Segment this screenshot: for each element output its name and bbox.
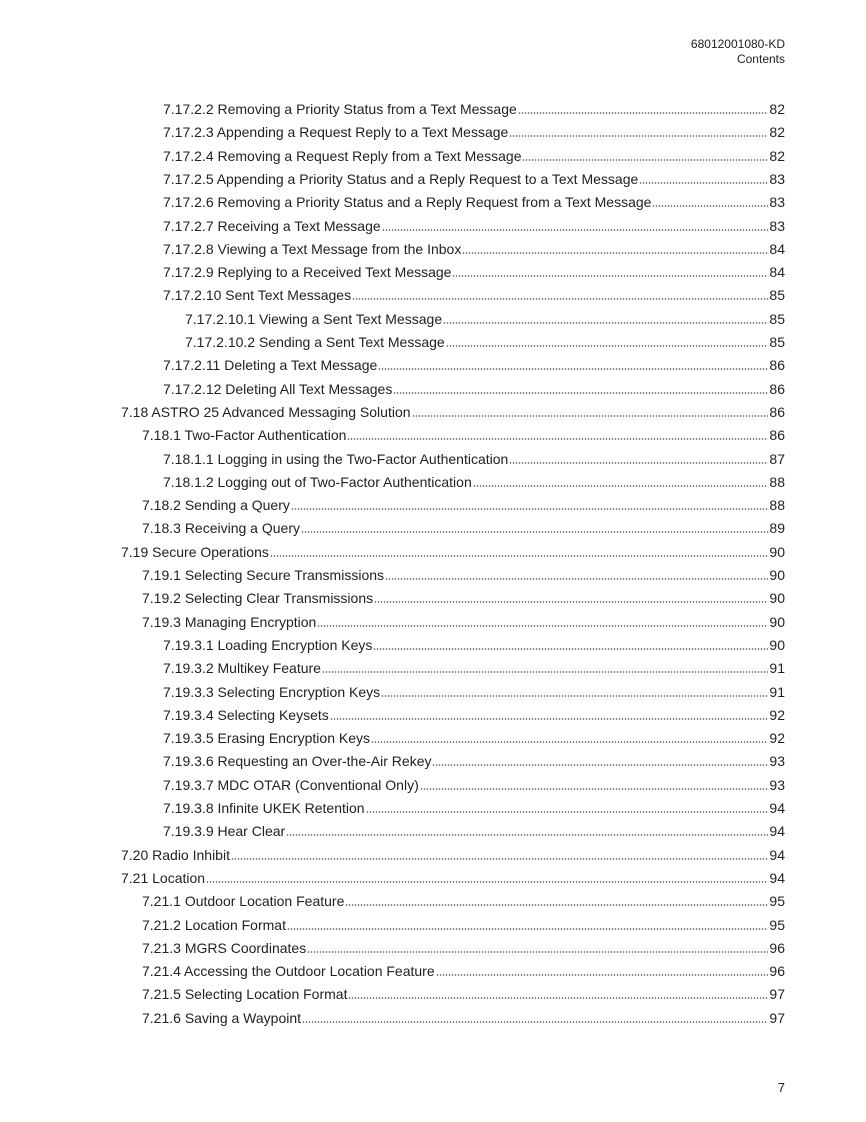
toc-entry-page: 93 — [769, 753, 785, 770]
toc-entry-label: 7.19.2 Selecting Clear Transmissions — [142, 590, 374, 607]
dot-leader — [347, 438, 768, 440]
toc-entry-label: 7.20 Radio Inhibit — [121, 846, 230, 863]
dot-leader — [373, 648, 768, 650]
toc-entry[interactable] — [163, 678, 785, 701]
toc-entry-page: 89 — [769, 520, 785, 537]
toc-entry[interactable] — [142, 957, 785, 980]
page-header — [691, 37, 785, 67]
toc-entry[interactable] — [163, 258, 785, 281]
toc-entry-page: 84 — [769, 264, 785, 281]
toc-entry-label: 7.19.3.7 MDC OTAR (Conventional Only) — [163, 776, 419, 793]
toc-entry-page: 82 — [769, 147, 785, 164]
toc-entry[interactable] — [163, 235, 785, 258]
toc-entry-label: 7.21.6 Saving a Waypoint — [142, 1009, 302, 1026]
dot-leader — [522, 159, 768, 161]
toc-entry-label: 7.17.2.4 Removing a Request Reply from a Text Message — [163, 147, 522, 164]
toc-entry[interactable] — [142, 887, 785, 910]
toc-entry-label: 7.19.3 Managing Encryption — [142, 613, 317, 630]
dot-leader — [518, 112, 769, 114]
toc-entry-page: 91 — [769, 683, 785, 700]
toc-entry-label: 7.21.4 Accessing the Outdoor Location Feature — [142, 963, 435, 980]
toc-entry[interactable] — [163, 118, 785, 141]
dot-leader — [317, 625, 768, 627]
toc-entry[interactable] — [163, 468, 785, 491]
dot-leader — [301, 531, 768, 533]
dot-leader — [432, 764, 768, 766]
toc-entry[interactable] — [163, 375, 785, 398]
toc-entry-label: 7.17.2.10.1 Viewing a Sent Text Message — [185, 310, 443, 327]
toc-entry-label: 7.18 ASTRO 25 Advanced Messaging Solution — [121, 403, 411, 420]
toc-entry-label: 7.17.2.9 Replying to a Received Text Message — [163, 264, 452, 281]
toc-entry-label: 7.19.3.9 Hear Clear — [163, 823, 286, 840]
toc-entry[interactable] — [163, 701, 785, 724]
toc-entry[interactable] — [163, 631, 785, 654]
toc-entry[interactable] — [163, 212, 785, 235]
toc-entry-label: 7.19.3.1 Loading Encryption Keys — [163, 636, 373, 653]
toc-entry-page: 90 — [769, 567, 785, 583]
dot-leader — [436, 974, 769, 976]
toc-entry-label: 7.17.2.3 Appending a Request Reply to a Text Message — [163, 124, 509, 141]
dot-leader — [378, 368, 768, 370]
dot-leader — [206, 881, 768, 883]
toc-entry-page: 86 — [769, 357, 785, 374]
toc-entry[interactable] — [142, 934, 785, 957]
dot-leader — [270, 555, 769, 557]
toc-entry-page: 92 — [769, 706, 785, 723]
toc-entry-page: 90 — [769, 590, 785, 607]
dot-leader — [352, 298, 768, 300]
toc-entry-page: 83 — [769, 170, 785, 187]
toc-entry[interactable] — [163, 654, 785, 677]
toc-entry[interactable] — [142, 584, 785, 607]
dot-leader — [473, 485, 769, 487]
toc-entry-label: 7.17.2.12 Deleting All Text Messages — [163, 380, 393, 397]
dot-leader — [393, 392, 768, 394]
toc-entry[interactable] — [163, 724, 785, 747]
toc-entry-label: 7.18.1.1 Logging in using the Two-Factor Authentication — [163, 450, 509, 467]
toc-entry-label: 7.19.3.3 Selecting Encryption Keys — [163, 683, 381, 700]
toc-entry[interactable] — [163, 747, 785, 770]
dot-leader — [639, 182, 768, 184]
toc-entry-page: 94 — [769, 823, 785, 840]
toc-entry-label: 7.21.5 Selecting Location Format — [142, 986, 348, 1003]
dot-leader — [302, 1021, 768, 1023]
toc-entry-page: 97 — [769, 1009, 785, 1026]
toc-entry-label: 7.19.1 Selecting Secure Transmissions — [142, 567, 385, 583]
toc-entry-label: 7.19.3.6 Requesting an Over-the-Air Rekey — [163, 753, 432, 770]
toc-entry-label: 7.18.2 Sending a Query — [142, 497, 290, 514]
dot-leader — [385, 578, 768, 580]
toc-entry-page: 85 — [769, 287, 785, 304]
toc-entry[interactable] — [163, 142, 785, 165]
toc-entry-page: 88 — [769, 497, 785, 514]
toc-entry-label: 7.17.2.7 Receiving a Text Message — [163, 217, 381, 234]
toc-entry-page: 95 — [769, 893, 785, 910]
toc-entry-label: 7.18.3 Receiving a Query — [142, 520, 300, 537]
toc-entry-label: 7.21 Location — [121, 869, 206, 886]
toc-entry-page: 84 — [769, 240, 785, 257]
toc-entry-page: 92 — [769, 730, 785, 747]
dot-leader — [231, 858, 768, 860]
dot-leader — [322, 671, 768, 673]
toc-entry[interactable] — [163, 771, 785, 794]
toc-entry[interactable] — [142, 561, 785, 584]
dot-leader — [291, 508, 769, 510]
toc-entry[interactable] — [142, 980, 785, 1003]
dot-leader — [462, 252, 768, 254]
dot-leader — [307, 951, 768, 953]
dot-leader — [374, 601, 768, 603]
toc-entry[interactable] — [142, 491, 785, 514]
toc-entry-page: 90 — [769, 543, 785, 560]
toc-entry-label: 7.19.3.2 Multikey Feature — [163, 660, 321, 677]
toc-entry-label: 7.17.2.8 Viewing a Text Message from the Inbox — [163, 240, 462, 257]
toc-entry[interactable] — [163, 281, 785, 304]
toc-entry[interactable] — [142, 608, 785, 631]
toc-entry[interactable] — [121, 864, 785, 887]
dot-leader — [371, 741, 768, 743]
toc-entry-page: 85 — [769, 334, 785, 350]
toc-entry-page: 86 — [769, 380, 785, 397]
toc-entry[interactable] — [142, 421, 785, 444]
toc-entry-page: 87 — [769, 450, 785, 467]
toc-entry[interactable] — [163, 165, 785, 188]
dot-leader — [509, 135, 768, 137]
toc-entry-label: 7.21.1 Outdoor Location Feature — [142, 893, 345, 910]
toc-entry[interactable] — [163, 188, 785, 211]
toc-entry[interactable] — [121, 538, 785, 561]
toc-entry-page: 85 — [769, 310, 785, 327]
toc-entry[interactable] — [163, 794, 785, 817]
dot-leader — [652, 205, 768, 207]
toc-entry-label: 7.18.1.2 Logging out of Two-Factor Authentication — [163, 473, 472, 490]
toc-entry-page: 90 — [769, 613, 785, 630]
toc-entry[interactable] — [142, 514, 785, 537]
toc-entry-page: 96 — [769, 939, 785, 956]
toc-entry-page: 91 — [769, 660, 785, 677]
toc-entry-page: 88 — [769, 473, 785, 490]
dot-leader — [366, 811, 769, 813]
toc-entry[interactable] — [163, 95, 785, 118]
toc-entry-page: 83 — [769, 217, 785, 234]
toc-entry-page: 83 — [769, 194, 785, 211]
toc-entry-page: 86 — [769, 403, 785, 420]
toc-entry[interactable] — [163, 445, 785, 468]
toc-entry-label: 7.18.1 Two-Factor Authentication — [142, 427, 347, 444]
dot-leader — [446, 345, 769, 347]
dot-leader — [443, 322, 768, 324]
toc-entry-page: 90 — [769, 636, 785, 653]
toc-entry-label: 7.17.2.10 Sent Text Messages — [163, 287, 352, 304]
dot-leader — [420, 788, 769, 790]
toc-entry-page: 94 — [769, 800, 785, 816]
dot-leader — [286, 834, 768, 836]
toc-entry-page: 93 — [769, 776, 785, 793]
document-number: 68012001080-KD — [690, 37, 785, 51]
toc-entry-label: 7.17.2.10.2 Sending a Sent Text Message — [185, 334, 445, 350]
toc-entry-page: 86 — [769, 427, 785, 444]
toc-entry-page: 94 — [769, 846, 785, 863]
toc-entry-label: 7.19.3.4 Selecting Keysets — [163, 706, 329, 723]
toc-entry-label: 7.19.3.8 Infinite UKEK Retention — [163, 800, 365, 816]
toc-entry[interactable] — [185, 328, 785, 351]
toc-entry-page: 96 — [769, 963, 785, 980]
toc-entry-page: 95 — [769, 916, 785, 933]
toc-entry[interactable] — [121, 841, 785, 864]
toc-entry[interactable] — [185, 305, 785, 328]
toc-entry-label: 7.19 Secure Operations — [121, 543, 269, 560]
toc-entry-page: 82 — [769, 124, 785, 141]
toc-entry-label: 7.21.2 Location Format — [142, 916, 286, 933]
dot-leader — [412, 415, 769, 417]
toc-entry[interactable] — [142, 911, 785, 934]
toc-entry[interactable] — [163, 351, 785, 374]
toc-entry-label: 7.17.2.11 Deleting a Text Message — [163, 357, 378, 374]
dot-leader — [287, 928, 768, 930]
toc-entry-page: 97 — [769, 986, 785, 1003]
toc-entry-page: 94 — [769, 869, 785, 886]
toc-entry-label: 7.17.2.2 Removing a Priority Status from a Text Message — [163, 101, 517, 117]
toc-entry-label: 7.17.2.5 Appending a Priority Status and a Reply Request to a Text Message — [163, 170, 639, 187]
toc-entry-page: 82 — [769, 101, 785, 117]
dot-leader — [345, 904, 768, 906]
dot-leader — [330, 718, 769, 720]
page-number: 7 — [777, 1080, 785, 1095]
toc-entry[interactable] — [121, 398, 785, 421]
toc-entry[interactable] — [163, 817, 785, 840]
dot-leader — [381, 695, 768, 697]
dot-leader — [452, 275, 768, 277]
section-title: Contents — [736, 52, 785, 66]
dot-leader — [382, 229, 769, 231]
dot-leader — [509, 462, 768, 464]
toc-entry-label: 7.19.3.5 Erasing Encryption Keys — [163, 730, 371, 747]
toc-entry-label: 7.17.2.6 Removing a Priority Status and a Reply Request from a Text Message — [163, 194, 652, 211]
dot-leader — [348, 997, 768, 999]
toc-entry[interactable] — [142, 1004, 785, 1027]
toc-entry-label: 7.21.3 MGRS Coordinates — [142, 939, 307, 956]
